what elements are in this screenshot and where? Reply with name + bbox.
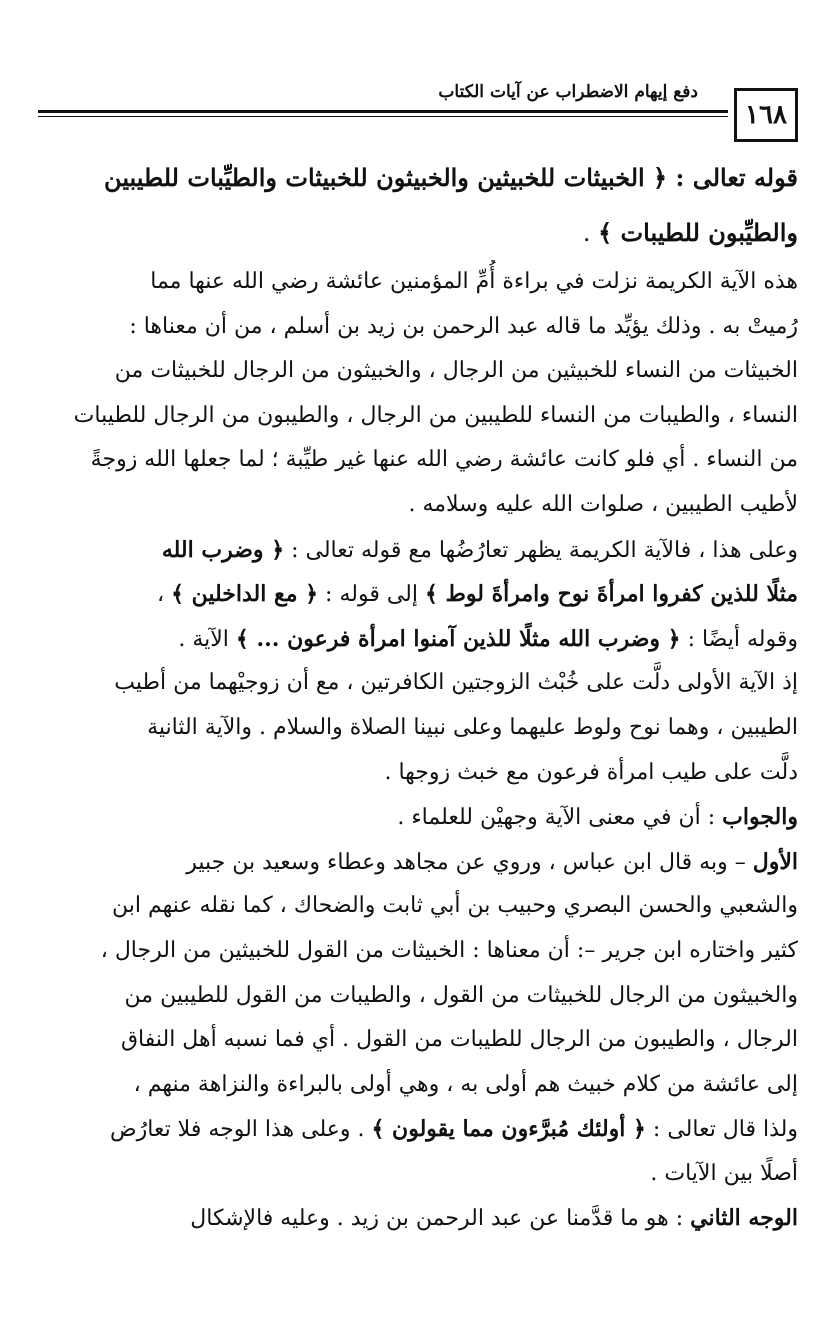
text-line xyxy=(38,795,798,840)
text-line xyxy=(38,661,798,706)
text-segment: هذه الآية الكريمة نزلت في براءة أُمِّ المؤمنين عائشة رضي الله عنها مما xyxy=(150,269,798,294)
text-line xyxy=(38,394,798,439)
text-segment: الآية . xyxy=(178,626,236,652)
text-segment: دلَّت على طيب امرأة فرعون مع خبث زوجها . xyxy=(384,759,798,785)
text-line xyxy=(38,528,798,573)
text-line xyxy=(38,1152,798,1197)
text-segment: : أن في معنى الآية وجهيْن للعلماء . xyxy=(397,805,723,831)
text-line xyxy=(38,840,798,885)
text-line xyxy=(38,483,798,528)
text-segment: ولذا قال تعالى : xyxy=(645,1117,798,1143)
text-line xyxy=(38,706,798,751)
bold-text-segment: مثلًا للذين كفروا امرأةَ نوح وامرأةَ لوط ﴾ xyxy=(424,581,798,608)
text-line xyxy=(38,205,798,260)
bold-text-segment: الأول xyxy=(752,848,798,875)
text-segment: إذ الآية الأولى دلَّت على خُبْث الزوجتين الكافرتين ، مع أن زوجيْهما من أطيب xyxy=(114,670,798,696)
bold-text-segment: قوله تعالى : xyxy=(667,163,798,192)
text-segment: الخبيثات من النساء للخبيثين من الرجال ، والخبيثون من الرجال للخبيثات من xyxy=(114,358,798,384)
text-line xyxy=(38,1063,798,1108)
text-segment: والخبيثون من الرجال للخبيثات من القول ، والطيبات من القول للطيبين من xyxy=(124,982,798,1008)
text-segment: لأطيب الطيبين ، صلوات الله عليه وسلامه . xyxy=(408,491,798,517)
text-segment: من النساء . أي فلو كانت عائشة رضي الله عنها غير طيِّبة ؛ لما جعلها الله زوجةً xyxy=(90,447,798,473)
text-line xyxy=(38,438,798,483)
text-segment: رُميتْ به . وذلك يؤيِّد ما قاله عبد الرحمن بن زيد بن أسلم ، من أن معناها : xyxy=(129,313,798,339)
text-segment: كثير واختاره ابن جرير –: أن معناها : الخبيثات من القول للخبيثين من الرجال ، xyxy=(100,937,798,963)
text-line xyxy=(38,150,798,205)
bold-text-segment: ﴿ أولئك مُبرَّءون مما يقولون ﴾ xyxy=(371,1116,646,1143)
text-line xyxy=(38,1107,798,1152)
text-segment: النساء ، والطيبات من النساء للطيبين من الرجال ، والطيبون من الرجال للطيبات xyxy=(73,402,798,428)
bold-text-segment: ﴿ وضرب الله مثلًا للذين آمنوا امرأة فرعون ... ﴾ xyxy=(235,625,681,652)
text-segment: الطيبين ، وهما نوح ولوط عليهما وعلى نبينا الصلاة والسلام . والآية الثانية xyxy=(147,714,798,740)
bold-text-segment: والطيِّبون للطيبات ﴾ xyxy=(598,218,798,247)
text-line xyxy=(38,1018,798,1063)
text-segment: وقوله أيضًا : xyxy=(680,626,798,652)
bold-text-segment: الوجه الثاني xyxy=(690,1205,798,1232)
text-line xyxy=(38,751,798,796)
text-segment: والشعبي والحسن البصري وحبيب بن أبي ثابت والضحاك ، كما نقله عنهم ابن xyxy=(112,893,798,919)
header-rule-thin xyxy=(38,116,728,117)
bold-text-segment: ﴿ الخبيثات للخبيثين والخبيثون للخبيثات والطيِّبات للطيبين xyxy=(104,163,668,192)
text-segment: وعلى هذا ، فالآية الكريمة يظهر تعارُضُها مع قوله تعالى : xyxy=(284,537,798,563)
text-line xyxy=(38,884,798,929)
page-number: ١٦٨ xyxy=(734,88,798,142)
running-title: دفع إيهام الاضطراب عن آيات الكتاب xyxy=(438,82,698,102)
header-rule xyxy=(38,110,728,113)
text-line xyxy=(38,572,798,617)
text-line xyxy=(38,260,798,305)
bold-text-segment: والجواب xyxy=(722,804,798,831)
text-line xyxy=(38,617,798,662)
text-segment: أصلًا بين الآيات . xyxy=(650,1160,798,1186)
text-segment: . xyxy=(582,219,599,247)
text-line xyxy=(38,1196,798,1241)
text-segment: . وعلى هذا الوجه فلا تعارُض xyxy=(110,1117,372,1143)
text-segment: الرجال ، والطيبون من الرجال للطيبات من القول . أي فما نسبه أهل النفاق xyxy=(120,1027,798,1053)
bold-text-segment: ﴿ وضرب الله xyxy=(161,536,285,563)
text-segment: – وبه قال ابن عباس ، وروي عن مجاهد وعطاء وسعيد بن جبير xyxy=(186,849,753,875)
page-body xyxy=(38,150,798,1241)
text-segment: ، xyxy=(156,582,172,608)
text-line xyxy=(38,349,798,394)
page-header xyxy=(38,80,798,150)
text-line xyxy=(38,305,798,350)
text-line xyxy=(38,929,798,974)
bold-text-segment: ﴿ مع الداخلين ﴾ xyxy=(171,581,319,608)
text-segment: إلى عائشة من كلام خبيث هم أولى به ، وهي أولى بالبراءة والنزاهة منهم ، xyxy=(133,1071,798,1097)
text-segment: : هو ما قدَّمنا عن عبد الرحمن بن زيد . وعليه فالإشكال xyxy=(190,1206,691,1232)
text-segment: إلى قوله : xyxy=(318,582,425,608)
text-line xyxy=(38,974,798,1019)
